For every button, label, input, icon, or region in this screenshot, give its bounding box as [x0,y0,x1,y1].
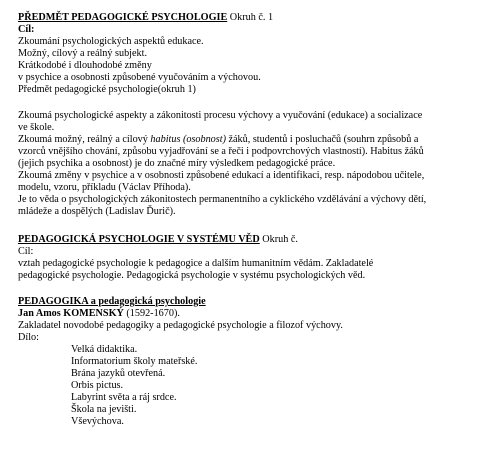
section1-paragraph-line [18,134,418,146]
section2-text-line: pedagogické psychologie. Pedagogická psychologie v systému psychologických věd. [18,270,366,281]
section1-paragraph-line: ve škole. [18,122,55,133]
section1-heading: PŘEDMĚT PEDAGOGICKÉ PSYCHOLOGIE [18,12,228,23]
section1-paragraph-line: Zkoumá změny v psychice a v osobnosti způsobené edukací a identifikaci, resp. nápodobou učitele, [18,170,425,181]
person-years: (1592-1670). [123,308,180,319]
section1-item: Zkoumání psychologických aspektů edukace. [18,36,204,47]
section1-item: Předmět pedagogické psychologie(okruh 1) [18,84,196,95]
section2-heading-line [18,234,298,246]
text-run: Zkoumá možný, reálný a cílový [18,134,151,145]
section1-heading-suffix: Okruh č. 1 [227,12,274,23]
section1-goal-label: Cíl: [18,24,35,35]
section2-text-line: vztah pedagogické psychologie k pedagogice a dalším humanitním vědám. Zakladatelé [18,258,374,269]
section3-person-line [18,308,180,320]
section1-heading-line [18,12,273,24]
work-item: Škola na jevišti. [71,404,137,415]
section3-heading: PEDAGOGIKA a pedagogická psychologie [18,296,206,307]
habitus-term: habitus (osobnost) [150,134,226,145]
section2-goal-label: Cíl: [18,246,34,257]
section1-paragraph-line: mládeže a dospělých (Ladislav Ďurič). [18,206,176,217]
section3-description: Zakladatel novodobé pedagogiky a pedagogické psychologie a filozof výchovy. [18,320,343,331]
person-name: Jan Amos KOMENSKÝ [18,308,124,319]
work-item: Brána jazyků otevřená. [71,368,166,379]
section1-item: Krátkodobé i dlouhodobé změny [18,60,152,71]
section1-item: Možný, cílový a reálný subjekt. [18,48,148,59]
section1-paragraph-line: Je to věda o psychologických zákonitostech permanentního a cyklického vzdělávání a výchovy dětí, [18,194,427,205]
work-item: Informatorium školy mateřské. [71,356,198,367]
works-label: Dílo: [18,332,39,343]
work-item: Orbis pictus. [71,380,124,391]
section1-paragraph-line: (jejich psychika a osobnost) je do značné míry výsledkem pedagogické práce. [18,158,336,169]
section1-paragraph-line: vzorců vnějšího chování, způsobu vyjadřování se a řeči i podpovrchových vlastností). Habitus žáků [18,146,424,157]
work-item: Velká didaktika. [71,344,138,355]
work-item: Vševýchova. [71,416,124,427]
section2-heading-suffix: Okruh č. [259,234,298,245]
text-run: žáků, studentů i posluchačů (souhrn způsobů a [225,134,419,145]
section1-paragraph-line: modelu, vzoru, příkladu (Václav Příhoda). [18,182,191,193]
section1-paragraph-line: Zkoumá psychologické aspekty a zákonitosti procesu výchovy a vyučování (edukace) a socializace [18,110,423,121]
work-item: Labyrint světa a ráj srdce. [71,392,177,403]
section1-item: v psychice a osobnosti způsobené vyučováním a výchovou. [18,72,261,83]
section2-heading: PEDAGOGICKÁ PSYCHOLOGIE V SYSTÉMU VĚD [18,234,260,245]
